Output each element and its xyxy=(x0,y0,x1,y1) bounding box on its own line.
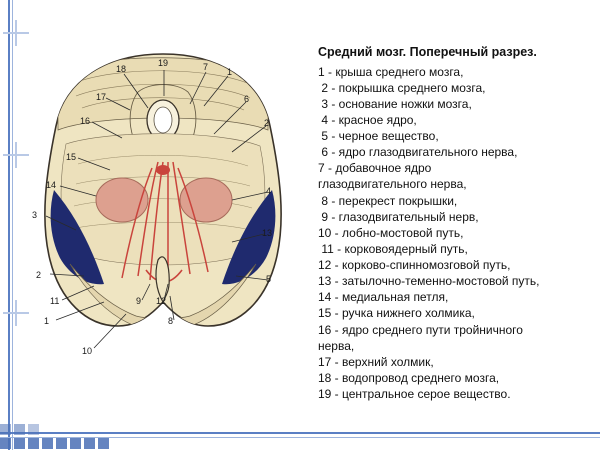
figure-label: 7 xyxy=(203,62,209,72)
list-item: 14 - медиальная петля, xyxy=(318,290,449,305)
list-item: 12 - корково-спинномозговой путь, xyxy=(318,258,511,272)
aqueduct-lumen xyxy=(154,107,172,133)
list-item: 9 - глазодвигательный нерв, xyxy=(318,209,479,224)
figure-label: 8 xyxy=(168,316,174,326)
figure-label: 15 xyxy=(66,152,77,162)
list-item: 3 - основание ножки мозга, xyxy=(318,96,472,111)
list-item: нерва, xyxy=(318,338,355,353)
figure-label: 17 xyxy=(96,92,107,102)
list-item: 6 - ядро глазодвигательного нерва, xyxy=(318,145,518,160)
frame-left-line xyxy=(8,0,10,450)
list-item: 13 - затылочно-теменно-мостовой путь, xyxy=(318,274,540,289)
figure-label: 9 xyxy=(136,296,142,306)
red-nucleus-right xyxy=(180,178,232,222)
list-item: 5 - черное вещество, xyxy=(318,129,439,143)
figure-label: 2 xyxy=(36,270,42,280)
midbrain-diagram-svg xyxy=(18,34,308,394)
list-item: 15 - ручка нижнего холмика, xyxy=(318,306,475,321)
figure-label: 1 xyxy=(227,67,233,77)
frame-left-line-thin xyxy=(12,0,13,450)
figure-label: 5 xyxy=(266,274,272,284)
list-item: 19 - центральное серое вещество. xyxy=(318,387,511,401)
list-item: 10 - лобно-мостовой путь, xyxy=(318,225,464,240)
corner-decoration xyxy=(0,416,120,450)
figure-label: 14 xyxy=(46,180,57,190)
figure-label: 6 xyxy=(244,94,250,104)
figure-label: 16 xyxy=(80,116,91,126)
figure-label: 18 xyxy=(116,64,127,74)
figure-label: 13 xyxy=(262,228,273,238)
figure-label: 1 xyxy=(44,316,50,326)
page-title: Средний мозг. Поперечный разрез. xyxy=(318,45,537,59)
raphe-spot xyxy=(156,165,170,175)
legend-panel xyxy=(318,44,594,402)
figure-label: 12 xyxy=(156,296,167,306)
list-item: 16 - ядро среднего пути тройничного xyxy=(318,322,523,337)
list-item: глазодвигательного нерва, xyxy=(318,177,467,192)
list-item: 7 - добавочное ядро xyxy=(318,161,432,176)
list-item: 4 - красное ядро, xyxy=(318,112,417,127)
list-item: 8 - перекрест покрышки, xyxy=(318,193,458,208)
legend-list xyxy=(318,64,594,403)
figure-label: 4 xyxy=(266,186,272,196)
midbrain-cross-section-figure xyxy=(18,34,308,394)
figure-label: 11 xyxy=(50,296,60,306)
figure-label: 2 xyxy=(264,118,270,128)
figure-label: 3 xyxy=(32,210,38,220)
list-item: 2 - покрышка среднего мозга, xyxy=(318,80,486,95)
figure-label: 19 xyxy=(158,58,169,68)
list-item: 17 - верхний холмик, xyxy=(318,354,434,369)
list-item: 18 - водопровод среднего мозга, xyxy=(318,370,500,385)
figure-label: 10 xyxy=(82,346,93,356)
list-item: 1 - крыша среднего мозга, xyxy=(318,64,464,79)
list-item: 11 - корковоядерный путь, xyxy=(318,241,468,256)
